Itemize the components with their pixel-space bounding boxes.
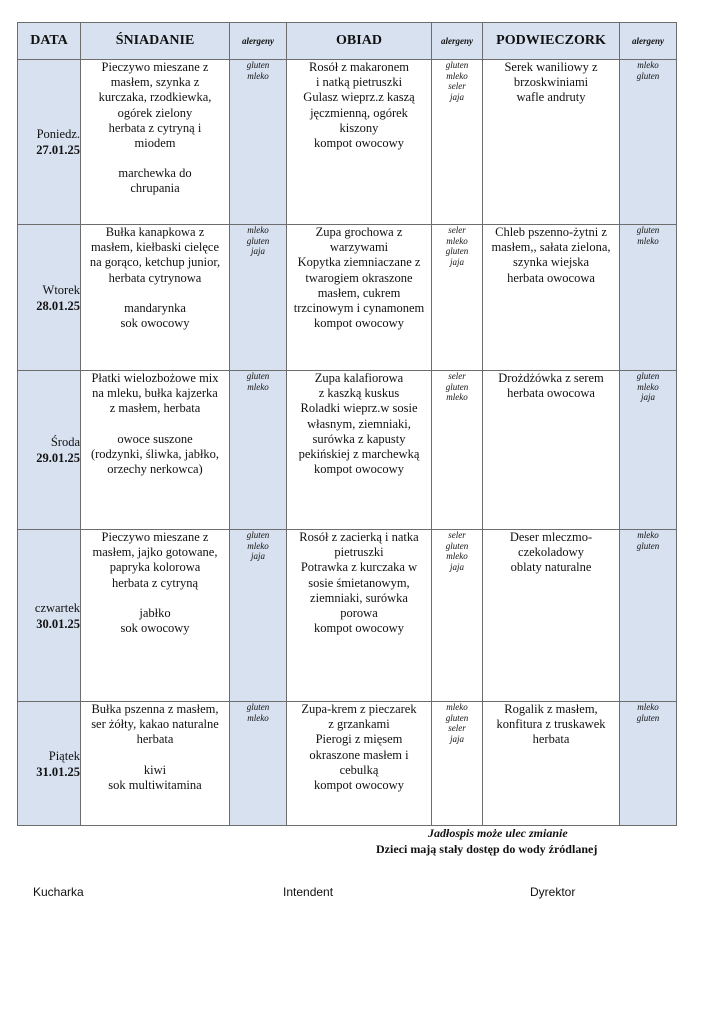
menu-table	[17, 22, 677, 826]
lunch-cell-line: Zupa grochowa z	[315, 225, 403, 239]
lunch-cell-line: Rosół z makaronem	[309, 60, 409, 74]
lunch-allergens-cell-line: seler	[448, 225, 466, 235]
lunch-allergens-cell-line: jaja	[449, 733, 464, 744]
snack-cell	[483, 371, 620, 530]
breakfast-cell	[81, 225, 230, 371]
snack-cell-line: masłem,, sałata zielona,	[491, 240, 611, 255]
lunch-cell-line: sosie śmietanowym,	[308, 575, 410, 590]
snack-allergens-cell-line: gluten	[636, 371, 660, 381]
snack-allergens-cell	[620, 225, 677, 371]
snack-allergens-cell-line: mleko	[637, 702, 659, 712]
signature-director: Dyrektor	[530, 885, 576, 899]
day-date: 28.01.25	[36, 298, 80, 313]
snack-cell-line: szynka wiejska	[512, 255, 590, 270]
day-cell	[18, 225, 81, 371]
snack-allergens-cell	[620, 60, 677, 225]
water-note: Dzieci mają stały dostęp do wody źródlanej	[376, 842, 598, 856]
day-cell	[18, 60, 81, 225]
header-allergens-lunch: alergeny	[432, 23, 483, 60]
lunch-allergens-cell-line: gluten	[445, 540, 469, 551]
lunch-allergens-cell	[432, 60, 483, 225]
breakfast-cell-line: chrupania	[130, 181, 180, 196]
snack-allergens-cell	[620, 371, 677, 530]
snack-allergens-cell-line: gluten	[636, 225, 660, 235]
lunch-cell-line: Roladki wieprz.w sosie	[300, 401, 418, 416]
breakfast-allergens-cell	[230, 702, 287, 826]
lunch-cell-line: kompot owocowy	[314, 778, 404, 793]
line-gap	[81, 151, 229, 166]
breakfast-allergens-cell-line: mleko	[247, 712, 269, 723]
breakfast-cell-line: masłem, szynka z	[110, 75, 200, 90]
lunch-cell-line: warzywami	[329, 240, 389, 255]
breakfast-allergens-cell-line: gluten	[246, 530, 270, 540]
lunch-cell-line: kompot owocowy	[314, 316, 404, 331]
snack-allergens-cell-line: jaja	[640, 392, 655, 402]
lunch-allergens-cell-line: gluten	[445, 60, 469, 70]
lunch-allergens-cell-line: jaja	[449, 91, 464, 102]
breakfast-cell-line: kurczaka, rzodkiewka,	[98, 90, 212, 105]
breakfast-cell-line: herbata	[136, 732, 174, 747]
breakfast-cell-line: kiwi	[143, 762, 167, 777]
snack-cell-line: herbata owocowa	[507, 270, 595, 285]
breakfast-cell-line: masłem, kiełbaski cielęce	[90, 240, 220, 255]
breakfast-cell-line: ogórek zielony	[117, 105, 193, 120]
lunch-allergens-cell	[432, 371, 483, 530]
breakfast-cell-line: orzechy nerkowca)	[107, 462, 203, 477]
lunch-cell-line: masłem, cukrem	[317, 285, 401, 300]
lunch-cell-line: pekińskiej z marchewką	[298, 447, 420, 462]
lunch-cell-line: kompot owocowy	[314, 462, 404, 477]
breakfast-cell-line: masłem, jajko gotowane,	[92, 545, 218, 560]
breakfast-cell-line: ser żółty, kakao naturalne	[91, 717, 219, 732]
lunch-cell	[287, 371, 432, 530]
breakfast-cell-line: Pieczywo mieszane z	[101, 60, 209, 74]
lunch-allergens-cell-line: mleko	[446, 70, 468, 81]
header-allergens-snack: alergeny	[620, 23, 677, 60]
lunch-allergens-cell-line: gluten	[445, 246, 469, 256]
line-gap	[81, 591, 229, 606]
lunch-cell-line: jęczmienną, ogórek	[310, 105, 408, 120]
signature-cook: Kucharka	[33, 885, 84, 899]
snack-cell	[483, 702, 620, 826]
snack-allergens-cell-line: mleko	[637, 381, 659, 392]
menu-change-note: Jadłospis może ulec zmianie	[428, 826, 568, 840]
lunch-cell-line: cebulką	[339, 762, 379, 777]
breakfast-allergens-cell	[230, 371, 287, 530]
header-snack: PODWIECZORK	[483, 23, 620, 60]
line-gap	[81, 286, 229, 301]
lunch-allergens-cell-line: jaja	[449, 256, 464, 267]
day-date: 27.01.25	[36, 143, 80, 157]
snack-cell	[483, 225, 620, 371]
breakfast-cell-line: na gorąco, ketchup junior,	[89, 255, 221, 270]
lunch-allergens-cell	[432, 530, 483, 702]
snack-cell-line: Chleb pszenno-żytni z	[495, 225, 607, 239]
lunch-cell-line: z grzankami	[328, 717, 390, 732]
lunch-allergens-cell-line: mleko	[446, 392, 468, 402]
breakfast-allergens-cell-line: jaja	[250, 246, 265, 256]
day-name: Środa	[50, 435, 80, 449]
snack-allergens-cell-line: mleko	[637, 60, 659, 70]
breakfast-cell-line: na mleku, bułka kajzerka	[92, 386, 218, 401]
breakfast-cell-line: (rodzynki, śliwka, jabłko,	[90, 446, 220, 461]
lunch-cell-line: Zupa kalafiorowa	[314, 371, 404, 385]
lunch-cell-line: trzcinowym i cynamonem	[293, 301, 425, 316]
lunch-allergens-cell	[432, 225, 483, 371]
lunch-cell-line: z kaszką kuskus	[318, 386, 400, 401]
lunch-allergens-cell	[432, 702, 483, 826]
lunch-cell-line: Potrawka z kurczaka w	[300, 560, 418, 575]
day-name: Poniedz.	[36, 127, 80, 141]
breakfast-cell	[81, 371, 230, 530]
header-date: DATA	[18, 23, 81, 60]
breakfast-cell-line: mandarynka	[124, 300, 186, 315]
snack-allergens-cell	[620, 530, 677, 702]
breakfast-allergens-cell-line: jaja	[250, 551, 265, 561]
lunch-allergens-cell-line: mleko	[446, 551, 468, 561]
breakfast-allergens-cell-line: mleko	[247, 540, 269, 551]
breakfast-cell-line: Pieczywo mieszane z	[101, 530, 209, 544]
lunch-allergens-cell-line: seler	[448, 723, 466, 733]
snack-allergens-cell-line: gluten	[636, 70, 660, 81]
lunch-allergens-cell-line: jaja	[449, 561, 464, 572]
lunch-cell-line: i natką pietruszki	[315, 75, 403, 90]
lunch-allergens-cell-line: mleko	[446, 702, 468, 712]
breakfast-allergens-cell	[230, 530, 287, 702]
breakfast-cell-line: herbata z cytryną i	[108, 120, 202, 135]
snack-cell-line: Deser mleczmo-	[509, 530, 593, 544]
line-gap	[81, 748, 229, 763]
breakfast-allergens-cell	[230, 225, 287, 371]
lunch-cell-line: kompot owocowy	[314, 621, 404, 636]
snack-allergens-cell-line: gluten	[636, 540, 660, 551]
breakfast-allergens-cell-line: gluten	[246, 235, 270, 246]
lunch-cell	[287, 530, 432, 702]
day-name: Wtorek	[42, 282, 80, 297]
lunch-cell	[287, 60, 432, 225]
breakfast-cell-line: miodem	[134, 136, 176, 151]
breakfast-allergens-cell-line: mleko	[247, 70, 269, 81]
day-row	[18, 530, 677, 702]
breakfast-cell	[81, 60, 230, 225]
day-row	[18, 60, 677, 225]
snack-cell-line: herbata	[532, 732, 570, 747]
lunch-cell-line: twarogiem okraszone	[305, 270, 413, 285]
lunch-cell-line: Pierogi z mięsem	[315, 732, 403, 747]
lunch-allergens-cell-line: gluten	[445, 381, 469, 392]
day-name: czwartek	[34, 600, 80, 615]
lunch-cell-line: Gulasz wieprz.z kaszą	[303, 90, 415, 105]
signature-steward: Intendent	[283, 885, 334, 899]
breakfast-cell-line: owoce suszone	[117, 431, 193, 446]
header-allergens-breakfast: alergeny	[230, 23, 287, 60]
snack-cell-line: brzoskwiniami	[513, 75, 589, 90]
breakfast-cell-line: herbata cytrynowa	[108, 270, 202, 285]
breakfast-cell-line: Bułka kanapkowa z	[105, 225, 205, 239]
header-row	[18, 23, 677, 60]
lunch-cell-line: własnym, ziemniaki,	[307, 416, 411, 431]
day-date: 31.01.25	[36, 764, 80, 779]
breakfast-cell-line: marchewka do	[118, 166, 192, 181]
breakfast-allergens-cell-line: gluten	[246, 371, 270, 381]
breakfast-cell-line: z masłem, herbata	[109, 401, 201, 416]
lunch-cell-line: Zupa-krem z pieczarek	[301, 702, 417, 716]
snack-cell-line: oblaty naturalne	[510, 560, 592, 575]
day-name: Piątek	[48, 748, 80, 763]
breakfast-cell	[81, 702, 230, 826]
snack-allergens-cell-line: mleko	[637, 530, 659, 540]
snack-cell	[483, 530, 620, 702]
lunch-allergens-cell-line: seler	[448, 81, 466, 91]
snack-cell-line: herbata owocowa	[507, 386, 595, 401]
breakfast-cell-line: Bułka pszenna z masłem,	[91, 702, 219, 716]
header-breakfast: ŚNIADANIE	[81, 23, 230, 60]
snack-cell	[483, 60, 620, 225]
snack-cell-line: wafle andruty	[516, 90, 586, 105]
snack-allergens-cell-line: mleko	[637, 235, 659, 246]
line-gap	[81, 417, 229, 432]
breakfast-cell-line: Płatki wielozbożowe mix	[91, 371, 219, 385]
breakfast-cell-line: papryka kolorowa	[109, 560, 201, 575]
breakfast-allergens-cell-line: mleko	[247, 225, 269, 235]
snack-cell-line: Serek waniliowy z	[504, 60, 598, 74]
lunch-cell-line: Rosół z zacierką i natka	[299, 530, 419, 544]
snack-allergens-cell	[620, 702, 677, 826]
day-row	[18, 371, 677, 530]
breakfast-allergens-cell-line: gluten	[246, 60, 270, 70]
lunch-cell-line: kompot owocowy	[314, 136, 404, 151]
snack-cell-line: Rogalik z masłem,	[504, 702, 598, 716]
snack-cell-line: Drożdżówka z serem	[498, 371, 604, 385]
breakfast-cell-line: jabłko	[139, 605, 171, 620]
snack-allergens-cell-line: gluten	[636, 712, 660, 723]
lunch-cell-line: ziemniaki, surówka	[310, 590, 408, 605]
breakfast-cell-line: sok owocowy	[120, 621, 190, 636]
lunch-allergens-cell-line: seler	[448, 371, 466, 381]
snack-cell-line: czekoladowy	[518, 545, 584, 560]
lunch-cell	[287, 702, 432, 826]
breakfast-cell-line: sok multiwitamina	[108, 777, 202, 792]
day-cell	[18, 702, 81, 826]
snack-cell-line: konfitura z truskawek	[496, 717, 606, 732]
lunch-cell-line: kiszony	[339, 120, 379, 135]
header-lunch: OBIAD	[287, 23, 432, 60]
lunch-cell	[287, 225, 432, 371]
day-date: 29.01.25	[36, 451, 80, 465]
breakfast-allergens-cell-line: mleko	[247, 381, 269, 392]
day-date: 30.01.25	[36, 616, 80, 631]
breakfast-cell-line: sok owocowy	[120, 316, 190, 331]
day-cell	[18, 530, 81, 702]
breakfast-cell-line: herbata z cytryną	[111, 575, 199, 590]
day-row	[18, 225, 677, 371]
lunch-cell-line: Kopytka ziemniaczane z	[297, 255, 421, 270]
breakfast-allergens-cell	[230, 60, 287, 225]
lunch-cell-line: okraszone masłem i	[309, 747, 409, 762]
lunch-cell-line: porowa	[340, 606, 378, 621]
lunch-allergens-cell-line: seler	[448, 530, 466, 540]
lunch-cell-line: surówka z kapusty	[312, 431, 406, 446]
day-row	[18, 702, 677, 826]
lunch-allergens-cell-line: mleko	[446, 235, 468, 246]
lunch-allergens-cell-line: gluten	[445, 712, 469, 723]
breakfast-allergens-cell-line: gluten	[246, 702, 270, 712]
day-cell	[18, 371, 81, 530]
lunch-cell-line: pietruszki	[334, 545, 384, 560]
breakfast-cell	[81, 530, 230, 702]
